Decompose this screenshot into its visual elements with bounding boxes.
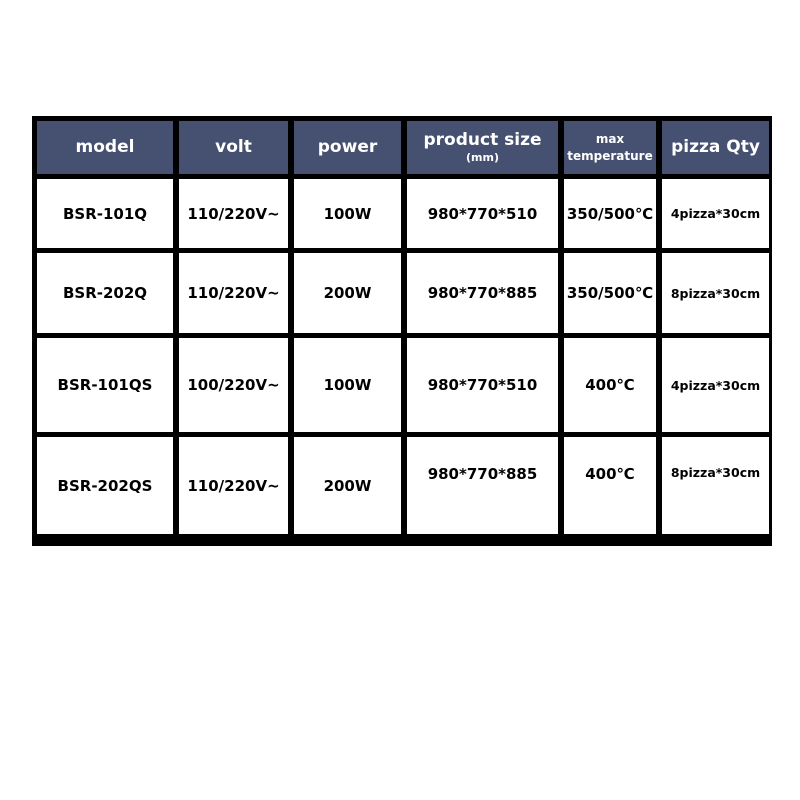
cell-model: BSR-101Q [37, 179, 173, 248]
header-pizza-qty-label: pizza Qty [671, 137, 760, 158]
cell-max-temperature: 350/500℃ [564, 179, 656, 248]
header-product-size [407, 121, 558, 174]
cell-power: 200W [294, 437, 401, 534]
cell-max-temperature: 400℃ [564, 437, 656, 534]
header-power-label: power [317, 137, 378, 158]
cell-pizza-qty: 8pizza*30cm [662, 253, 769, 333]
header-product-size-unit: (mm) [466, 150, 499, 164]
header-volt-label: volt [215, 137, 252, 158]
header-product-size-label: product size [423, 130, 542, 151]
cell-product-size: 980*770*885 [407, 253, 558, 333]
header-pizza-qty [662, 121, 769, 174]
header-volt [179, 121, 288, 174]
cell-pizza-qty: 4pizza*30cm [662, 179, 769, 248]
cell-model: BSR-202Q [37, 253, 173, 333]
cell-power: 100W [294, 338, 401, 432]
header-model-label: model [75, 137, 135, 158]
spec-table [32, 116, 772, 546]
cell-product-size: 980*770*885 [407, 437, 558, 534]
cell-model: BSR-101QS [37, 338, 173, 432]
cell-product-size: 980*770*510 [407, 338, 558, 432]
cell-max-temperature: 400℃ [564, 338, 656, 432]
header-max-temperature-line1: max [595, 132, 625, 147]
cell-volt: 110/220V~ [179, 253, 288, 333]
cell-power: 200W [294, 253, 401, 333]
header-max-temperature [564, 121, 656, 174]
cell-power: 100W [294, 179, 401, 248]
cell-pizza-qty: 4pizza*30cm [662, 338, 769, 432]
cell-volt: 110/220V~ [179, 437, 288, 534]
header-model [37, 121, 173, 174]
header-max-temperature-line2: temperature [567, 148, 653, 163]
cell-max-temperature: 350/500℃ [564, 253, 656, 333]
cell-volt: 110/220V~ [179, 179, 288, 248]
cell-pizza-qty: 8pizza*30cm [662, 437, 769, 534]
header-power [294, 121, 401, 174]
cell-model: BSR-202QS [37, 437, 173, 534]
cell-product-size: 980*770*510 [407, 179, 558, 248]
cell-volt: 100/220V~ [179, 338, 288, 432]
